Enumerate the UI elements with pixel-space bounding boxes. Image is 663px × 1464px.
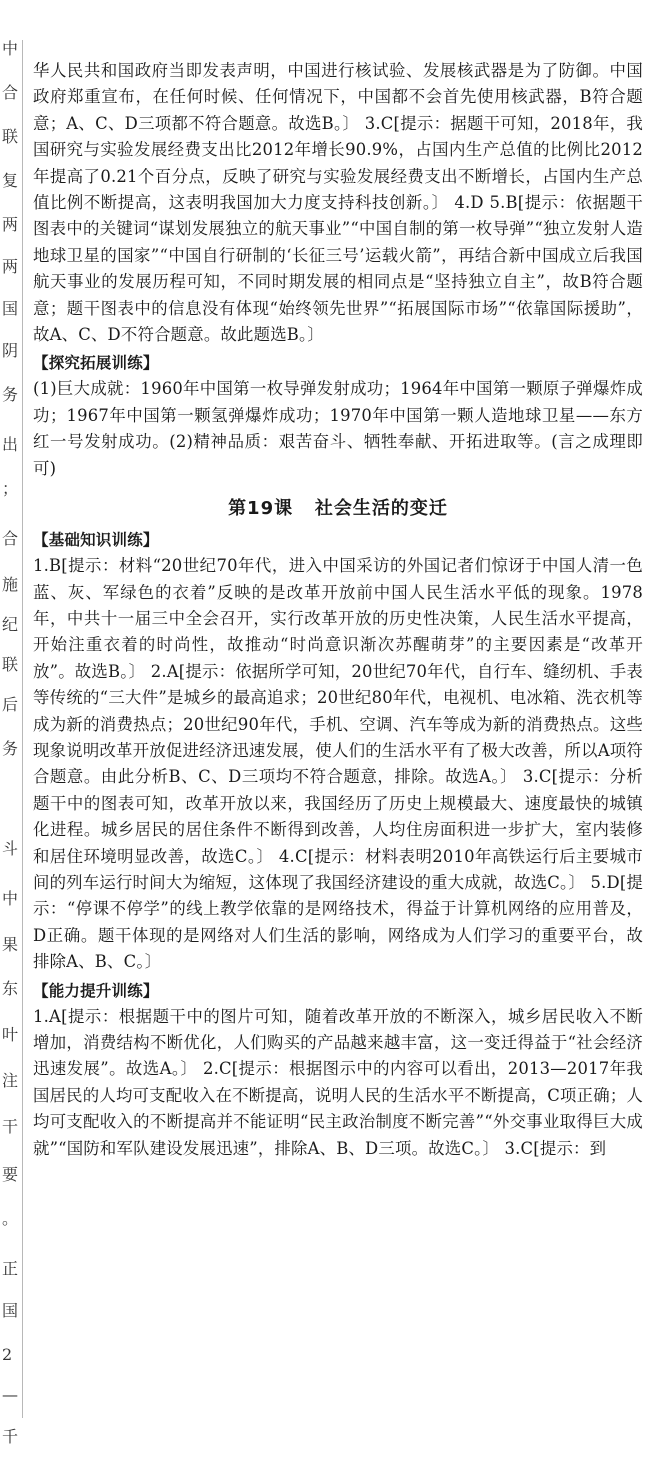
answer-paragraph: 1.A[提示：根据题干中的图片可知，随着改革开放的不断深入，城乡居民收入不断增加，消费结构不断优化，人们购买的产品越来越丰富，这一变迁得益于“社会经济迅速发展”。故选A。〕 2.C[提示：根据图示中的内容可以看出，2013—2017年我国居民的人均可支配收入在不断提高，说明人民的生活水平不断提高，C项正确；人均可支配收入的不断提高并不能证明“民主政治制度不断完善”“外交事业取得巨大成就”“国防和军队建设发展迅速”，排除A、B、D三项。故选C。〕 3.C[提示：到	[33, 1006, 644, 1158]
answer-content	[33, 58, 643, 1162]
margin-divider	[22, 40, 23, 1418]
strip-char: 国	[2, 299, 19, 318]
section-heading-explore: 【探究拓展训练】	[33, 354, 159, 373]
strip-char: 国	[2, 1301, 19, 1320]
strip-char: 注	[2, 1071, 19, 1090]
lesson-title	[33, 494, 643, 524]
strip-char: 中	[2, 889, 19, 908]
strip-char: 合	[2, 83, 19, 102]
strip-char: 出	[2, 435, 19, 454]
strip-char: 果	[2, 935, 19, 954]
strip-char: 后	[2, 695, 19, 714]
strip-char: 纪	[2, 615, 19, 634]
answer-paragraph: 华人民共和国政府当即发表声明，中国进行核试验、发展核武器是为了防御。中国政府郑重宣布，在任何时候、任何情况下，中国都不会首先使用核武器，B符合题意；A、C、D三项都不符合题意。故选B。〕 3.C[提示：据题干可知，2018年，我国研究与实验发展经费支出比2012年增长90.9%，占国内生产总值的比例比2012年提高了0.21个百分点，反映了研究与实验发展经费支出不断增长，占国内生产总值比例不断提高，这表明我国加大力度支持科技创新。〕 4.D 5.B[提示：依据题干图表中的关键词“谋划发展独立的航天事业”“中国自制的第一枚导弹”“独立发射人造地球卫星的国家”“中国自行研制的‘长征三号’运载火箭”，再结合新中国成立后我国航天事业的发展历程可知，不同时期发展的相同点是“坚持独立自主”，故B符合题意；题干图表中的信息没有体现“始终领先世界”“拓展国际市场”“依靠国际援助”，故A、C、D不符合题意。故此题选B。〕	[33, 61, 643, 345]
strip-char: 。	[2, 1209, 19, 1228]
strip-char: 两	[2, 215, 19, 234]
answer-paragraph: (1)巨大成就：1960年中国第一枚导弹发射成功；1964年中国第一颗原子弹爆炸成功；1967年中国第一颗氢弹爆炸成功；1970年中国第一颗人造地球卫星——东方红一号发射成功。(2)精神品质：艰苦奋斗、牺牲奉献、开拓进取等。(言之成理即可)	[33, 379, 643, 478]
section-heading-ability: 【能力提升训练】	[33, 981, 159, 1000]
strip-char: 务	[2, 739, 19, 758]
strip-char: 合	[2, 529, 19, 548]
strip-char: 千	[2, 1427, 19, 1446]
strip-char: 施	[2, 575, 19, 594]
strip-char: 两	[2, 257, 19, 276]
section-heading-basic: 【基础知识训练】	[33, 531, 159, 550]
answer-paragraph: 1.B[提示：材料“20世纪70年代，进入中国采访的外国记者们惊讶于中国人清一色蓝、灰、军绿色的衣着”反映的是改革开放前中国人民生活水平低的现象。1978年，中共十一届三中全会召开，实行改革开放的历史性决策，人民生活水平提高，开始注重衣着的时尚性，故推动“时尚意识渐次苏醒萌芽”的主要因素是“改革开放”。故选B。〕 2.A[提示：依据所学可知，20世纪70年代，自行车、缝纫机、手表等传统的“三大件”是城乡的最高追求；20世纪80年代，电视机、电冰箱、洗衣机等成为新的消费热点；20世纪90年代，手机、空调、汽车等成为新的消费热点。这些现象说明改革开放促进经济迅速发展，使人们的生活水平有了极大改善，所以A项符合题意。由此分析B、C、D三项均不符合题意，排除。故选A。〕 3.C[提示：分析题干中的图表可知，改革开放以来，我国经历了历史上规模最大、速度最快的城镇化进程。城乡居民的居住条件不断得到改善，人均住房面积进一步扩大，室内装修和居住环境明显改善，故选C。〕 4.C[提示：材料表明2010年高铁运行后主要城市间的列车运行时间大为缩短，这体现了我国经济建设的重大成就，故选C。〕 5.D[提示：“停课不停学”的线上教学依靠的是网络技术，得益于计算机网络的应用普及，D正确。题干体现的是网络对人们生活的影响，网络成为人们学习的重要平台，故排除A、B、C。〕	[33, 556, 644, 972]
strip-char: 正	[2, 1259, 19, 1278]
strip-char: 干	[2, 1117, 19, 1136]
lesson-title-text: 第19课 社会生活的变迁	[228, 498, 448, 520]
strip-char: —	[2, 1385, 18, 1404]
strip-char: 2	[2, 1345, 13, 1364]
strip-char: 中	[2, 39, 19, 58]
strip-char: 东	[2, 979, 19, 998]
strip-char: 叶	[2, 1025, 19, 1044]
strip-char: 阴	[2, 341, 19, 360]
strip-char: 联	[2, 655, 19, 674]
strip-char: 复	[2, 171, 19, 190]
left-margin-strip	[0, 40, 20, 1460]
strip-char: 斗	[2, 839, 19, 858]
strip-char: 联	[2, 127, 19, 146]
strip-char: ；	[2, 479, 19, 498]
strip-char: 务	[2, 385, 19, 404]
strip-char: 要	[2, 1165, 19, 1184]
